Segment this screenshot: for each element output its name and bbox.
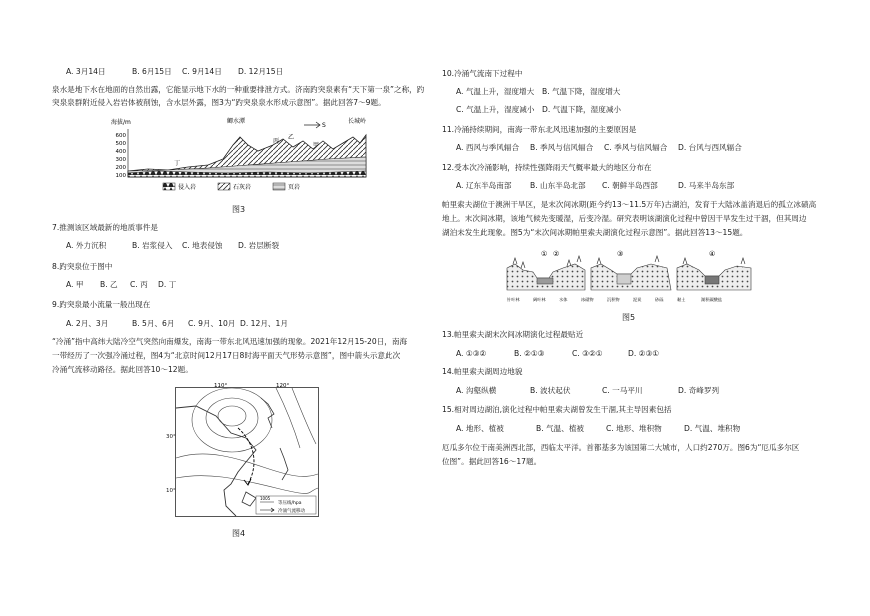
q12-option-c: C. 朝鲜半岛西部 [602, 181, 658, 190]
q14-option-a: A. 沟壑纵横 [456, 386, 497, 395]
fig3-ylabel: 海拔/m [111, 119, 131, 126]
q7-stem: 7.推测该区域最新的地质事件是 [52, 223, 158, 232]
q11-stem: 11.冷涌持续期间，南海一带东北风迅速加强的主要原因是 [442, 125, 637, 134]
q14-option-d: D. 奇峰罗列 [678, 386, 720, 395]
q13-option-d: D. ②③① [628, 349, 660, 358]
cold-intro-line3: 冷涌气流移动路径。据此回答10～12题。 [52, 365, 193, 374]
cold-intro-line1: “冷涌”指中高纬大陆冷空气突然向南爆发，南海一带东北风迅速加强的现象。2021年12月15-20日，南海 [52, 337, 408, 346]
q10-option-a: A. 气温上升，湿度增大 [456, 87, 535, 96]
q10-stem: 10.冷涌气流南下过程中 [442, 69, 523, 78]
svg-text:100: 100 [115, 173, 126, 179]
q8-option-a: A. 甲 [66, 280, 84, 289]
q9-option-b: B. 5月、6月 [132, 319, 175, 328]
q6-option-a: A. 3月14日 [66, 67, 106, 76]
q7-option-d: D. 岩层断裂 [238, 241, 280, 250]
q12-option-d: D. 马来半岛东部 [678, 181, 735, 190]
q15-option-d: D. 气温、堆积物 [684, 424, 741, 433]
lake-intro-line2: 地上。末次间冰期，该地气候先变暖湿，后变冷湿。研究表明该湖演化过程中曾因干旱发生过干涸，但其周边 [442, 214, 807, 223]
fig5-legend-4: 冰碛物 [581, 297, 594, 302]
q15-stem: 15.相对周边湖泊,演化过程中帕里索夫湖曾发生干涸,其主导因素包括 [442, 405, 672, 414]
q8-option-b: B. 乙 [100, 280, 118, 289]
fig5-legend-6: 泥炭 [633, 297, 642, 302]
svg-text:丁: 丁 [174, 160, 181, 167]
fig4-lat-10: 10° [166, 488, 176, 494]
fig5-legend-2: 阔叶林 [533, 297, 546, 302]
q9-option-a: A. 2月、3月 [66, 319, 109, 328]
q9-stem: 9.趵突泉最小流量一般出现在 [52, 300, 151, 309]
q12-option-b: B. 山东半岛北部 [530, 181, 586, 190]
fig5-stage-1: ① [541, 250, 548, 258]
q11-option-a: A. 西风与季风辐合 [456, 143, 520, 152]
svg-text:甲: 甲 [313, 142, 320, 149]
svg-text:S: S [322, 122, 326, 129]
q10-option-b: B. 气温下降，湿度增大 [542, 87, 621, 96]
figure-3-caption: 图3 [232, 205, 246, 214]
spring-intro-line1: 泉水是地下水在地面的自然出露，它能显示地下水的一种重要排泄方式。济南趵突泉素有“天下第一泉”之称，趵 [52, 85, 425, 94]
fig5-stage-3: ③ [617, 250, 624, 258]
q14-stem: 14.帕里索夫湖周边地貌 [442, 367, 523, 376]
q8-option-d: D. 丁 [158, 280, 177, 289]
cold-intro-line2: 一带经历了一次强冷涌过程，图4为“北京时间12月17日8时海平面天气形势示意图”，图中箭头示意此次 [52, 351, 401, 360]
fig4-legend-value: 1005 [260, 496, 271, 501]
q11-option-d: D. 台风与西风辐合 [678, 143, 742, 152]
q13-option-a: A. ①③② [456, 349, 487, 358]
fig5-legend-1: 针叶林 [507, 297, 520, 302]
q10-option-c: C. 气温上升，湿度减小 [456, 105, 535, 114]
fig5-legend-7: 砂砾 [655, 297, 664, 302]
q6-option-d: D. 12月15日 [238, 67, 284, 76]
fig5-legend-9: 湖积碳酸盐 [701, 297, 722, 302]
figure-4-caption: 图4 [232, 529, 246, 538]
q11-option-c: C. 季风与信风辐合 [604, 143, 668, 152]
q8-option-c: C. 丙 [130, 280, 148, 289]
fig3-legend-intrusive: 侵入岩 [178, 184, 197, 191]
q9-option-d: D. 12月、1月 [240, 319, 288, 328]
figure-3-cross-section [108, 115, 378, 197]
q15-option-a: A. 地形、植被 [456, 424, 504, 433]
fig3-legend-shale: 页岩 [288, 184, 301, 191]
svg-text:300: 300 [115, 157, 126, 163]
figure-4-weather-map [175, 383, 319, 517]
q12-option-a: A. 辽东半岛南部 [456, 181, 512, 190]
lake-intro-line3: 湖泊未发生此现象。图5为“末次间冰期帕里索夫湖演化过程示意图”。据此回答13～15题。 [442, 228, 748, 237]
q14-option-b: B. 波状起伏 [530, 386, 571, 395]
q7-option-c: C. 地表侵蚀 [182, 241, 223, 250]
q8-stem: 8.趵突泉位于图中 [52, 262, 113, 271]
q15-option-c: C. 地形、堆积物 [606, 424, 662, 433]
q10-option-d: D. 气温下降，湿度减小 [542, 105, 622, 114]
q11-option-b: B. 季风与信风辐合 [530, 143, 594, 152]
q9-option-c: C. 9月、10月 [188, 319, 236, 328]
q14-option-c: C. 一马平川 [602, 386, 643, 395]
svg-text:乙: 乙 [288, 134, 295, 141]
fig4-lon-120: 120° [276, 383, 290, 389]
fig5-legend-5: 沉积物 [607, 297, 620, 302]
svg-text:400: 400 [115, 149, 126, 155]
fig4-legend-isobar: 等压线/hpa [278, 501, 302, 506]
ecuador-intro-line1: 厄瓜多尔位于南美洲西北部，西临太平洋。首都基多为该国第二大城市，人口约270万。图6为“厄瓜多尔区 [442, 443, 800, 452]
fig5-stage-2: ② [553, 250, 560, 258]
svg-text:丙: 丙 [273, 138, 280, 145]
fig3-yticks [116, 133, 127, 179]
ecuador-intro-line2: 位图”。据此回答16～17题。 [442, 457, 542, 466]
svg-text:鲫水潭: 鲫水潭 [227, 118, 246, 125]
fig5-legend-3: 水体 [559, 297, 568, 302]
q7-option-b: B. 岩浆侵入 [132, 241, 173, 250]
q6-option-b: B. 6月15日 [132, 67, 172, 76]
spring-intro-line2: 突泉泉群附近侵入岩岩体被削蚀，含水层外露，图3为“趵突泉泉水形成示意图”。据此回答7～9题。 [52, 98, 386, 107]
fig4-lat-30: 30° [166, 434, 176, 440]
q13-option-b: B. ②①③ [514, 349, 545, 358]
lake-intro-line1: 帕里索夫湖位于澳洲干旱区，是末次间冰期(距今约13～11.5万年)古湖泊，发育于大陆冰盖消退后的孤立冰碛高 [442, 200, 817, 209]
q15-option-b: B. 气温、植被 [536, 424, 585, 433]
q6-option-c: C. 9月14日 [182, 67, 222, 76]
svg-text:500: 500 [115, 141, 126, 147]
svg-text:200: 200 [115, 165, 126, 171]
fig4-legend-surge: 冷涌气流移动 [278, 509, 305, 514]
q7-option-a: A. 外力沉积 [66, 241, 107, 250]
q13-option-c: C. ③②① [572, 349, 603, 358]
fig5-stage-4: ④ [709, 250, 716, 258]
fig4-lon-110: 110° [214, 383, 228, 389]
fig3-legend-limestone: 石灰岩 [233, 184, 252, 191]
figure-5-lake-evolution [505, 244, 755, 306]
q12-stem: 12.受本次冷涌影响，持续性强降雨天气概率最大的地区分布在 [442, 163, 652, 172]
fig5-legend-8: 黏土 [677, 297, 686, 302]
svg-text:长城岭: 长城岭 [348, 118, 367, 125]
q13-stem: 13.帕里索夫湖末次间冰期演化过程最贴近 [442, 330, 584, 339]
figure-5-caption: 图5 [622, 313, 636, 322]
svg-text:600: 600 [115, 133, 126, 139]
